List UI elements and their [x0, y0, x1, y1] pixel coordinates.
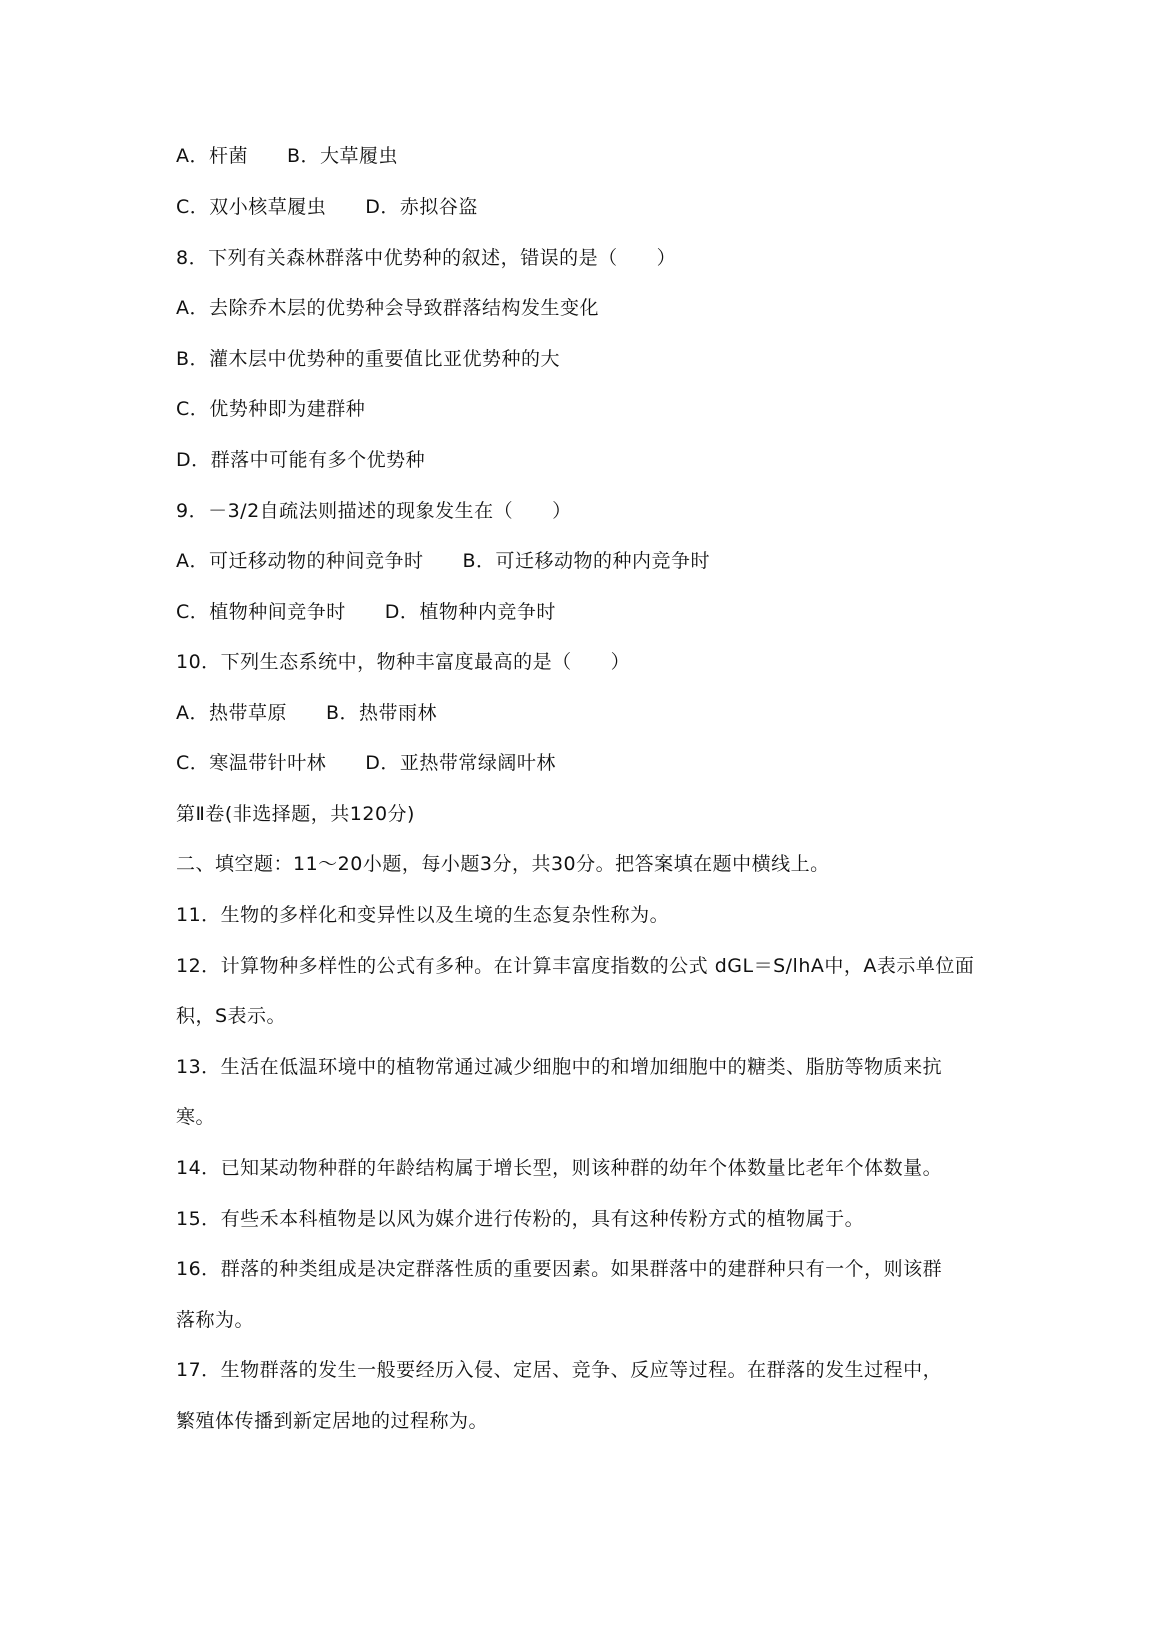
text-line: 寒。 [176, 1106, 216, 1128]
text-line: 积，S表示。 [176, 1005, 287, 1027]
text-line: 16．群落的种类组成是决定群落性质的重要因素。如果群落中的建群种只有一个，则该群 [176, 1258, 943, 1280]
text-line: 13．生活在低温环境中的植物常通过减少细胞中的和增加细胞中的糖类、脂肪等物质来抗 [176, 1056, 943, 1078]
text-line: B．灌木层中优势种的重要值比亚优势种的大 [176, 348, 561, 370]
text-line: A．可迁移动物的种间竞争时 B．可迁移动物的种内竞争时 [176, 550, 711, 572]
text-line: C．双小核草履虫 D．赤拟谷盗 [176, 196, 478, 218]
text-line: 12．计算物种多样性的公式有多种。在计算丰富度指数的公式 dGL＝S/lhA中，A表示单位面 [176, 955, 975, 977]
section-instructions: 二、填空题：11～20小题，每小题3分，共30分。把答案填在题中横线上。 [176, 853, 830, 875]
text-line: 10．下列生态系统中，物种丰富度最高的是（ ） [176, 651, 631, 673]
text-line: 繁殖体传播到新定居地的过程称为。 [176, 1410, 489, 1432]
text-line: C．植物种间竞争时 D．植物种内竞争时 [176, 601, 556, 623]
text-line: 15．有些禾本科植物是以风为媒介进行传粉的，具有这种传粉方式的植物属于。 [176, 1208, 865, 1230]
text-line: A．去除乔木层的优势种会导致群落结构发生变化 [176, 297, 599, 319]
text-line: 14．已知某动物种群的年龄结构属于增长型，则该种群的幼年个体数量比老年个体数量。 [176, 1157, 943, 1179]
text-line: C．寒温带针叶林 D．亚热带常绿阔叶林 [176, 752, 556, 774]
text-line: 11．生物的多样化和变异性以及生境的生态复杂性称为。 [176, 904, 670, 926]
text-line: 8．下列有关森林群落中优势种的叙述，错误的是（ ） [176, 247, 677, 269]
text-line: A．热带草原 B．热带雨林 [176, 702, 438, 724]
text-line: C．优势种即为建群种 [176, 398, 366, 420]
text-line: 17．生物群落的发生一般要经历入侵、定居、竞争、反应等过程。在群落的发生过程中， [176, 1359, 943, 1381]
text-line: 落称为。 [176, 1309, 255, 1331]
text-line: D．群落中可能有多个优势种 [176, 449, 426, 471]
section-heading: 第Ⅱ卷(非选择题，共120分) [176, 803, 415, 825]
text-line: A．杆菌 B．大草履虫 [176, 145, 399, 167]
text-line: 9．－3/2自疏法则描述的现象发生在（ ） [176, 500, 572, 522]
